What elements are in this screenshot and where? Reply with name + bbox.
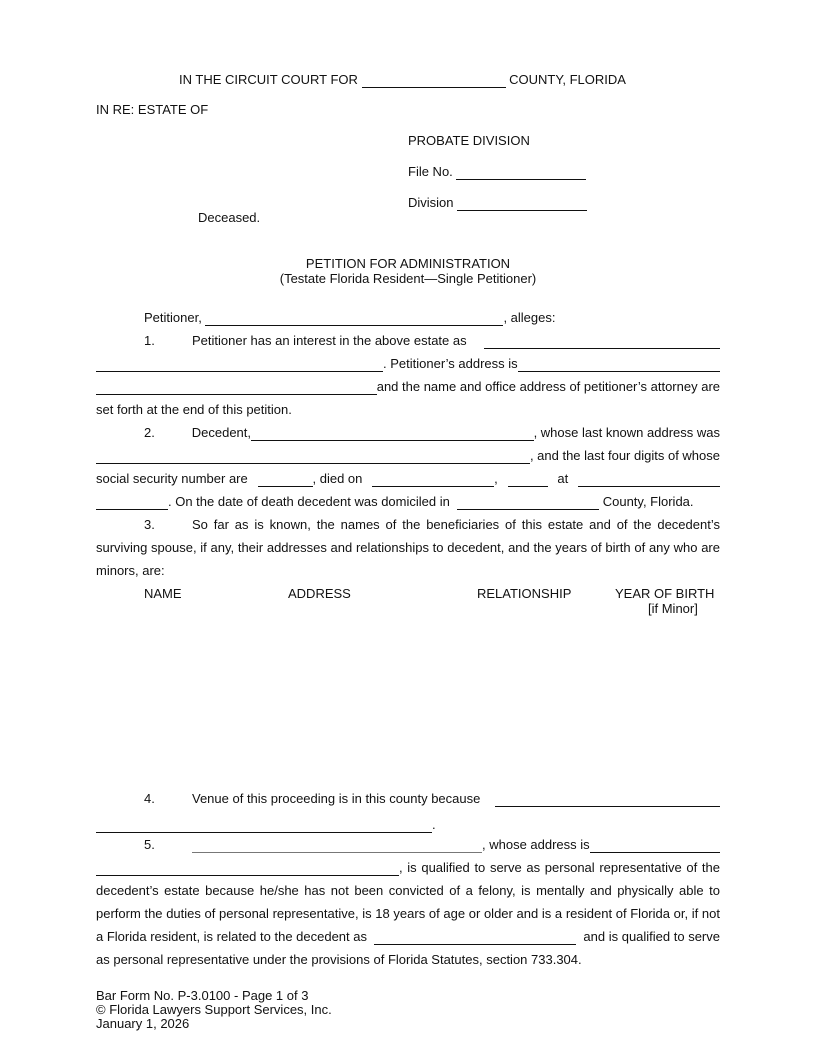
para-number: 2. — [144, 425, 155, 440]
county-blank[interactable] — [362, 74, 506, 88]
p2-line4 — [96, 494, 694, 510]
division-label: Division — [408, 195, 454, 210]
column-address: ADDRESS — [288, 586, 351, 601]
column-year-of-birth: YEAR OF BIRTH — [615, 586, 715, 601]
p2-line3 — [96, 471, 720, 487]
petitioner-address-blank-2[interactable] — [96, 381, 377, 395]
interest-blank-2[interactable] — [96, 358, 383, 372]
death-place-blank-2[interactable] — [96, 496, 168, 510]
in-re-label: IN RE: ESTATE OF — [96, 102, 209, 117]
text: , is qualified to serve as personal representative of the — [399, 860, 720, 875]
venue-blank[interactable] — [495, 793, 720, 807]
text: at — [557, 471, 569, 486]
p3-line3: minors, are: — [96, 563, 165, 578]
petitioner-address-blank[interactable] — [518, 358, 720, 372]
petition-subtitle: (Testate Florida Resident—Single Petitioner) — [279, 271, 537, 286]
p3-line1 — [144, 517, 720, 533]
text: , — [494, 471, 498, 486]
p1-line2 — [96, 356, 720, 372]
text: Decedent, — [191, 425, 252, 440]
p3-line2: surviving spouse, if any, their addresses and relationships to decedent, and the years of birth of any who are — [96, 540, 720, 555]
text: a Florida resident, is related to the decedent as — [96, 929, 367, 944]
file-no-label: File No. — [408, 164, 453, 179]
text: , whose address is — [482, 837, 590, 852]
text: Petitioner, — [144, 310, 202, 325]
p5-line4: perform the duties of personal representative, is 18 years of age or older and is a resident of Florida or, if not — [96, 906, 720, 921]
p5-line5 — [96, 929, 720, 945]
column-year-note: [if Minor] — [648, 601, 698, 616]
court-suffix: COUNTY, FLORIDA — [509, 72, 626, 87]
venue-blank-2[interactable] — [96, 819, 432, 833]
footer-date: January 1, 2026 — [96, 1016, 190, 1031]
p2-line2 — [96, 448, 720, 464]
text: , whose last known address was — [533, 425, 720, 440]
text: social security number are — [96, 471, 248, 486]
p1-line1 — [144, 333, 720, 349]
probate-division: PROBATE DIVISION — [408, 133, 530, 148]
para-number: 4. — [144, 791, 155, 806]
text: . — [432, 817, 436, 832]
footer-copyright: © Florida Lawyers Support Services, Inc. — [96, 1002, 332, 1017]
p1-line4: set forth at the end of this petition. — [96, 402, 292, 417]
p1-line3 — [96, 379, 720, 395]
p5-line3: decedent’s estate because he/she has not been convicted of a felony, is mentally and physically able to — [96, 883, 720, 898]
death-year-blank[interactable] — [508, 473, 548, 487]
text: County, Florida. — [602, 494, 694, 509]
p4-line1 — [144, 791, 720, 807]
division-blank[interactable] — [457, 197, 587, 211]
column-name: NAME — [144, 586, 182, 601]
text: . Petitioner’s address is — [383, 356, 518, 371]
file-no-row — [408, 164, 586, 180]
domicile-county-blank[interactable] — [457, 496, 599, 510]
pr-address-blank[interactable] — [590, 839, 720, 853]
text: Petitioner has an interest in the above estate as — [192, 333, 467, 348]
division-row — [408, 195, 587, 211]
decedent-address-blank[interactable] — [96, 450, 530, 464]
deceased-label: Deceased. — [198, 210, 261, 225]
intro-line — [144, 310, 556, 326]
ssn-blank[interactable] — [258, 473, 313, 487]
file-no-blank[interactable] — [456, 166, 586, 180]
text: Venue of this proceeding is in this county because — [192, 791, 481, 806]
death-date-blank[interactable] — [372, 473, 494, 487]
text: , and the last four digits of whose — [529, 448, 720, 463]
petitioner-name-blank[interactable] — [205, 312, 503, 326]
footer-form-number: Bar Form No. P-3.0100 - Page 1 of 3 — [96, 988, 309, 1003]
para-number: 3. — [144, 517, 155, 532]
pr-name-blank[interactable] — [192, 839, 482, 853]
relationship-blank[interactable] — [374, 931, 576, 945]
text: , died on — [312, 471, 363, 486]
interest-blank[interactable] — [484, 335, 720, 349]
pr-address-blank-2[interactable] — [96, 862, 399, 876]
para-number: 1. — [144, 333, 155, 348]
column-relationship: RELATIONSHIP — [477, 586, 572, 601]
petition-title: PETITION FOR ADMINISTRATION — [305, 256, 511, 271]
decedent-name-blank[interactable] — [251, 427, 534, 441]
p5-line6: as personal representative under the provisions of Florida Statutes, section 733.304. — [96, 952, 582, 967]
text: , alleges: — [503, 310, 556, 325]
p2-line1 — [144, 425, 720, 441]
p5-line2 — [96, 860, 720, 876]
court-prefix: IN THE CIRCUIT COURT FOR — [179, 72, 358, 87]
text: . On the date of death decedent was domiciled in — [168, 494, 450, 509]
death-place-blank[interactable] — [578, 473, 720, 487]
text: So far as is known, the names of the beneficiaries of this estate and of the decedent’s — [192, 517, 720, 532]
p5-line1 — [144, 837, 720, 853]
para-number: 5. — [144, 837, 155, 852]
text: and is qualified to serve — [583, 929, 720, 944]
text: and the name and office address of petitioner’s attorney are — [376, 379, 720, 394]
p4-line2 — [96, 817, 436, 833]
court-heading — [179, 72, 626, 88]
